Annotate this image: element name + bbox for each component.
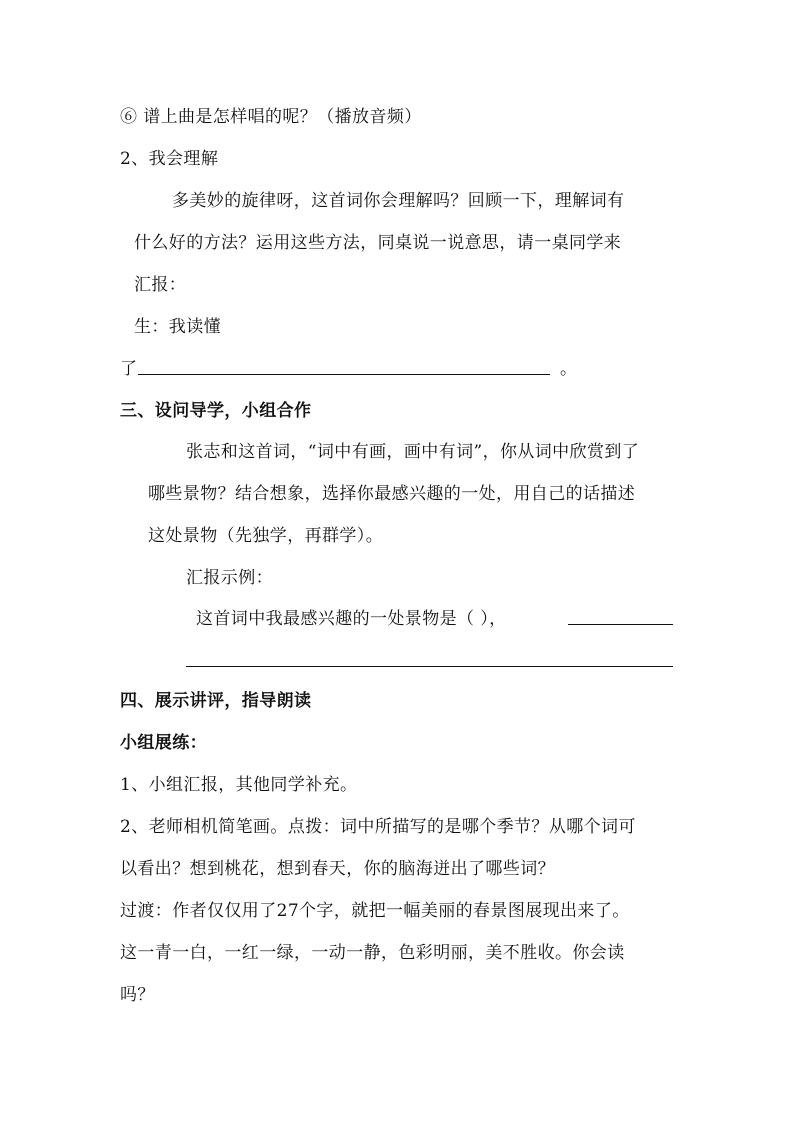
paragraph-line: 张志和这首词，“词中有画，画中有词”，你从词中欣赏到了	[186, 442, 640, 462]
step-6-line: ⑥ 谱上曲是怎样唱的呢？（播放音频）	[120, 107, 422, 127]
paragraph-line: 多美妙的旋律呀，这首词你会理解吗？回顾一下，理解词有	[172, 191, 625, 211]
paragraph-line: 汇报：	[134, 275, 187, 295]
paragraph-line: 以看出？想到桃花，想到春天，你的脑海迸出了哪些词？	[120, 859, 555, 879]
example-blank-line-2	[186, 666, 673, 667]
student-answer-line: 生：我读懂	[134, 317, 221, 337]
example-sentence: 这首词中我最感兴趣的一处景物是（ ），	[196, 609, 507, 629]
section-4-heading: 四、展示讲评，指导朗读	[120, 691, 312, 711]
paragraph-line: 什么好的方法？运用这些方法，同桌说一说意思，请一桌同学来	[134, 233, 622, 253]
fill-blank-line	[138, 374, 550, 375]
fill-blank-prefix: 了	[120, 359, 138, 379]
transition-line: 过渡：作者仅仅用了27个字，就把一幅美丽的春景图展现出来了。	[120, 901, 630, 921]
section-3-heading: 三、设问导学，小组合作	[120, 401, 312, 421]
group-practice-heading: 小组展练：	[120, 733, 207, 753]
paragraph-line: 哪些景物？结合想象，选择你最感兴趣的一处，用自己的话描述	[148, 484, 636, 504]
example-blank-line	[568, 624, 673, 625]
paragraph-line: 这处景物（先独学，再群学）。	[148, 526, 384, 546]
section-2-heading: 2、我会理解	[120, 149, 219, 169]
paragraph-line: 这一青一白，一红一绿，一动一静，色彩明丽，美不胜收。你会读	[120, 943, 625, 963]
list-item: 1、小组汇报，其他同学补充。	[120, 775, 358, 795]
example-label: 汇报示例：	[186, 568, 273, 588]
paragraph-line: 吗？	[120, 985, 155, 1005]
list-item: 2、老师相机简笔画。点拨：词中所描写的是哪个季节？从哪个词可	[120, 817, 636, 837]
fill-blank-suffix: 。	[560, 359, 578, 379]
